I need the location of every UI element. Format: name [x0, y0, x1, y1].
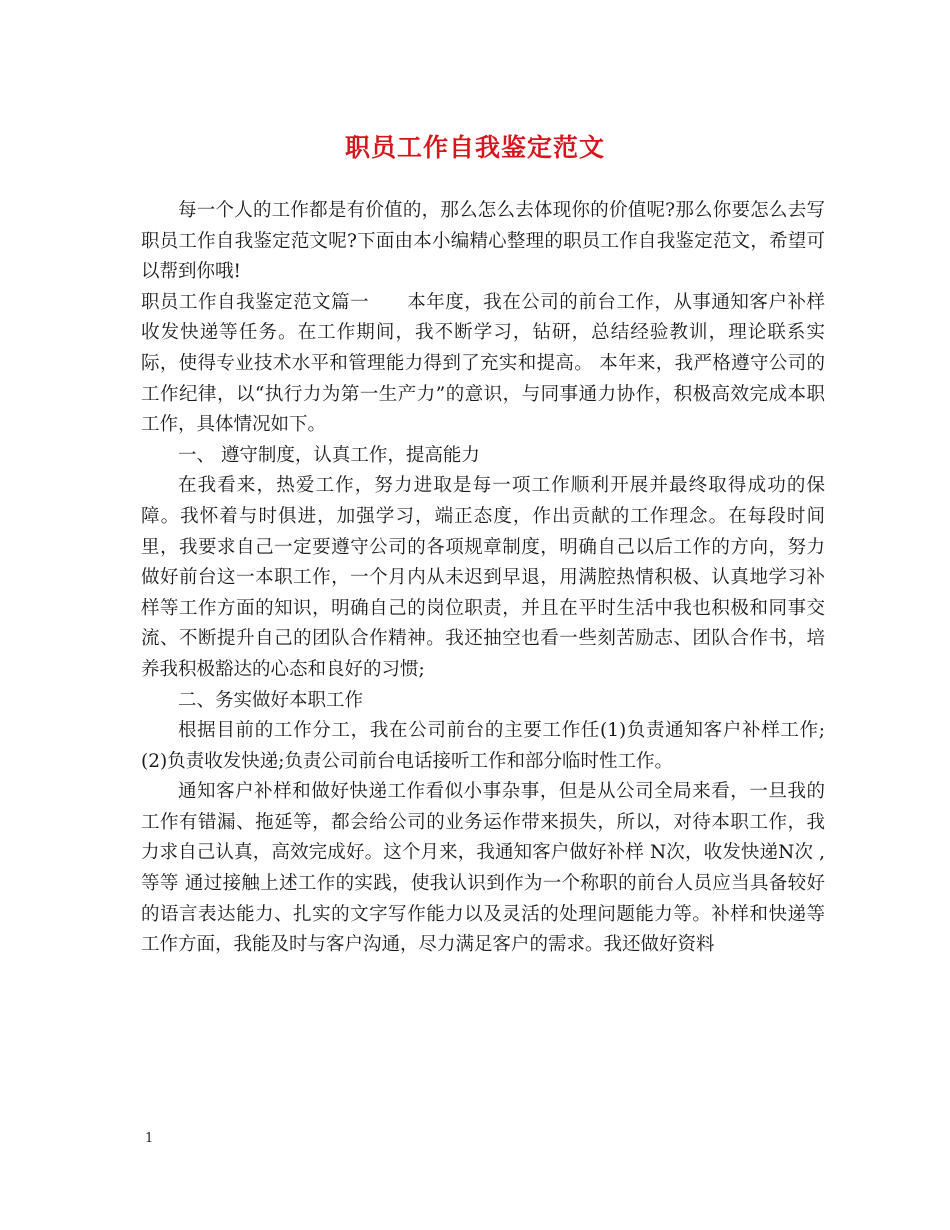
intro-paragraph: 每一个人的工作都是有价值的，那么怎么去体现你的价值呢?那么你要怎么去写职员工作自我鉴定范文呢?下面由本小编精心整理的职员工作自我鉴定范文，希望可以帮到你哦!	[141, 200, 825, 283]
section-one-paragraph: 职员工作自我鉴定范文篇一 本年度，我在公司的前台工作，从事通知客户补样收发快递等任务。在工作期间，我不断学习，钻研，总结经验教训，理论联系实际，使得专业技术水平和管理能力得到了充实和提高。 本年来，我严格遵守公司的工作纪律，以“执行力为第一生产力”的意识，与同事通力协作，积极高效完成本职工作，具体情况如下。	[141, 291, 825, 436]
heading-two: 二、务实做好本职工作	[178, 689, 364, 711]
body-paragraph: 根据目前的工作分工，我在公司前台的主要工作任(1)负责通知客户补样工作;(2)负责收发快递;负责公司前台电话接听工作和部分临时性工作。	[141, 720, 825, 772]
document-body	[141, 196, 825, 961]
document-title: 职员工作自我鉴定范文	[344, 133, 605, 162]
body-paragraph: 在我看来，热爱工作，努力进取是每一项工作顺利开展并最终取得成功的保障。我怀着与时俱进，加强学习，端正态度，作出贡献的工作理念。在每段时间里，我要求自己一定要遵守公司的各项规章制度，明确自己以后工作的方向，努力做好前台这一本职工作，一个月内从未迟到早退，用满腔热情积极、认真地学习补样等工作方面的知识，明确自己的岗位职责，并且在平时生活中我也积极和同事交流、不断提升自己的团队合作精神。我还抽空也看一些刻苦励志、团队合作书，培养我积极豁达的心态和良好的习惯;	[141, 475, 825, 680]
body-paragraph: 通知客户补样和做好快递工作看似小事杂事，但是从公司全局来看，一旦我的工作有错漏、拖延等，都会给公司的业务运作带来损失，所以，对待本职工作，我力求自己认真，高效完成好。这个月来，我通知客户做好补样 N次，收发快递N次 ,等等 通过接触上述工作的实践，使我认识到作为一个称职的前台人员应当具备较好的语言表达能力、扎实的文字写作能力以及灵活的处理问题能力等。补样和快递等工作方面，我能及时与客户沟通，尽力满足客户的需求。我还做好资料	[141, 781, 825, 956]
page-number: 1	[145, 1131, 154, 1146]
heading-one: 一、 遵守制度，认真工作，提高能力	[178, 444, 480, 466]
